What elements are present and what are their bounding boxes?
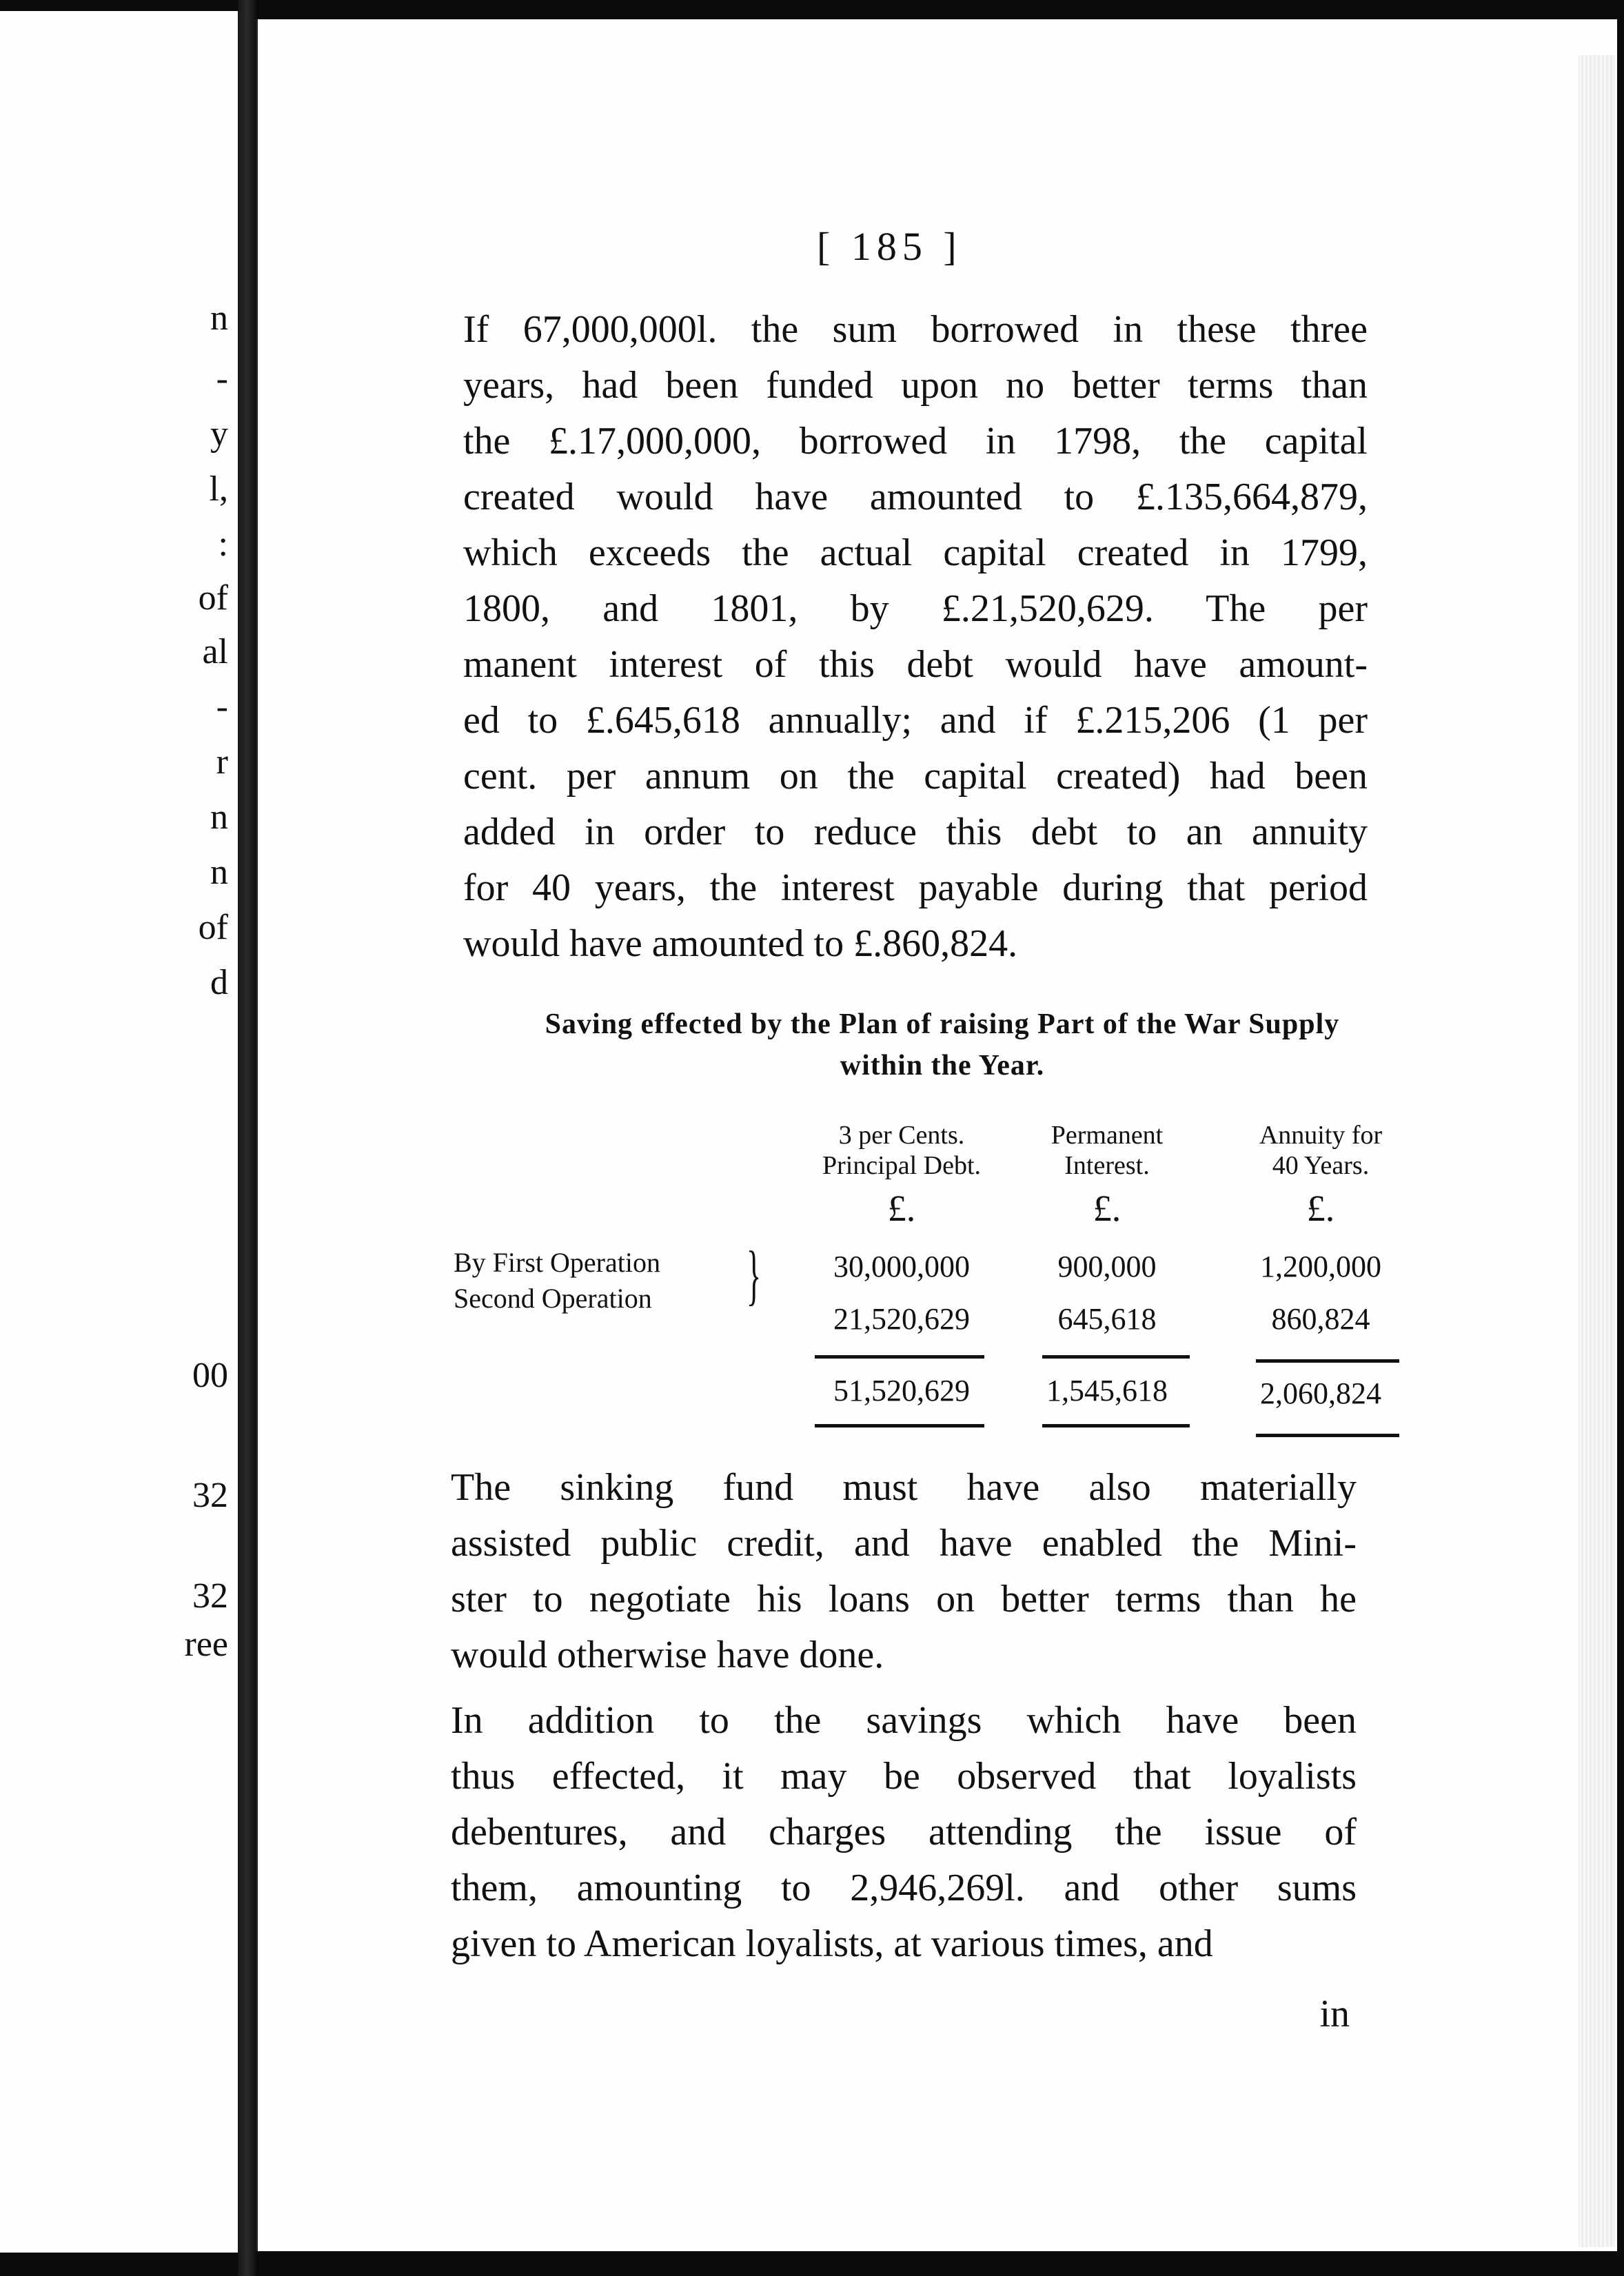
facing-page-text-fragment: : xyxy=(218,525,228,564)
paragraph-3 xyxy=(451,1693,1357,1972)
total-rule xyxy=(1256,1434,1399,1437)
text-line: 1800, and 1801, by £.21,520,629. The per xyxy=(463,587,1368,630)
table-cell: 30,000,000 xyxy=(833,1250,970,1283)
column-header-principal-debt: 3 per Cents. Principal Debt. xyxy=(822,1121,982,1180)
facing-page-text-fragment: r xyxy=(216,742,228,782)
column-unit-pound: £. xyxy=(1093,1188,1121,1229)
row-label-first-operation: By First Operation xyxy=(454,1247,660,1278)
table-cell: 645,618 xyxy=(1057,1302,1157,1336)
page-number: [ 185 ] xyxy=(817,224,962,269)
page-edge xyxy=(1579,55,1615,2247)
text-line: ster to negotiate his loans on better terms than he xyxy=(451,1578,1357,1620)
text-line: If 67,000,000l. the sum borrowed in these three xyxy=(463,308,1368,351)
facing-page-text-fragment: al xyxy=(202,632,228,671)
column-unit-pound: £. xyxy=(1306,1188,1335,1229)
table-title-line-2: within the Year. xyxy=(840,1050,1045,1081)
text-line: created would have amounted to £.135,664,879, xyxy=(463,476,1368,518)
facing-page-text-fragment: - xyxy=(216,359,228,398)
facing-page-text-fragment: 00 xyxy=(192,1356,228,1395)
text-line: debentures, and charges attending the issue of xyxy=(451,1811,1357,1853)
facing-page xyxy=(0,11,238,2253)
facing-page-text-fragment: ree xyxy=(184,1625,228,1664)
table-cell: 1,200,000 xyxy=(1260,1250,1381,1283)
facing-page-text-fragment: d xyxy=(210,963,228,1002)
facing-page-text-fragment: of xyxy=(198,908,228,947)
table-title xyxy=(449,1004,1435,1086)
table-total: 51,520,629 xyxy=(833,1374,970,1408)
row-label-second-operation: Second Operation xyxy=(454,1283,652,1314)
table-cell: 900,000 xyxy=(1057,1250,1157,1283)
paragraph-1 xyxy=(463,302,1368,972)
facing-page-text-fragment: n xyxy=(210,298,228,338)
text-line: thus effected, it may be observed that loyalists xyxy=(451,1755,1357,1798)
text-line: them, amounting to 2,946,269l. and other sums xyxy=(451,1867,1357,1909)
facing-page-text-fragment: 32 xyxy=(192,1576,228,1616)
book-gutter xyxy=(238,0,256,2276)
catchword: in xyxy=(1319,1993,1350,2035)
text-line: In addition to the savings which have been xyxy=(451,1699,1357,1742)
sum-rule xyxy=(815,1355,984,1359)
table-total: 2,060,824 xyxy=(1260,1376,1381,1410)
text-line: the £.17,000,000, borrowed in 1798, the capital xyxy=(463,420,1368,463)
sum-rule xyxy=(1256,1359,1399,1363)
text-line: cent. per annum on the capital created) had been xyxy=(463,755,1368,797)
text-line: years, had been funded upon no better terms than xyxy=(463,364,1368,407)
table-total: 1,545,618 xyxy=(1046,1374,1168,1408)
column-unit-pound: £. xyxy=(887,1188,916,1229)
brace-glyph: } xyxy=(747,1238,762,1312)
text-line: would have amounted to £.860,824. xyxy=(463,922,1018,965)
paragraph-2 xyxy=(451,1460,1357,1683)
facing-page-text-fragment: n xyxy=(210,797,228,837)
table-cell: 21,520,629 xyxy=(833,1302,970,1336)
table-cell: 860,824 xyxy=(1271,1302,1370,1336)
text-line: manent interest of this debt would have amount- xyxy=(463,643,1368,686)
total-rule xyxy=(815,1424,984,1427)
text-line: added in order to reduce this debt to an annuity xyxy=(463,811,1368,853)
text-line: The sinking fund must have also materially xyxy=(451,1466,1357,1509)
facing-page-text-fragment: l, xyxy=(209,469,228,509)
facing-page-text-fragment: - xyxy=(216,687,228,727)
sum-rule xyxy=(1042,1355,1190,1359)
facing-page-text-fragment: n xyxy=(210,853,228,892)
facing-page-text-fragment: of xyxy=(198,578,228,618)
text-line: for 40 years, the interest payable during that period xyxy=(463,866,1368,909)
text-line: which exceeds the actual capital created in 1799, xyxy=(463,531,1368,574)
text-line: ed to £.645,618 annually; and if £.215,206 (1 per xyxy=(463,699,1368,742)
text-line: given to American loyalists, at various times, and xyxy=(451,1922,1213,1965)
column-header-annuity: Annuity for 40 Years. xyxy=(1259,1121,1383,1180)
facing-page-text-fragment: 32 xyxy=(192,1476,228,1515)
column-header-permanent-interest: Permanent Interest. xyxy=(1050,1121,1164,1180)
facing-page-text-fragment: y xyxy=(210,414,228,454)
total-rule xyxy=(1042,1424,1190,1427)
table-title-line-1: Saving effected by the Plan of raising Part of the War Supply xyxy=(545,1008,1340,1040)
text-line: would otherwise have done. xyxy=(451,1634,884,1676)
text-line: assisted public credit, and have enabled the Mini- xyxy=(451,1522,1357,1565)
